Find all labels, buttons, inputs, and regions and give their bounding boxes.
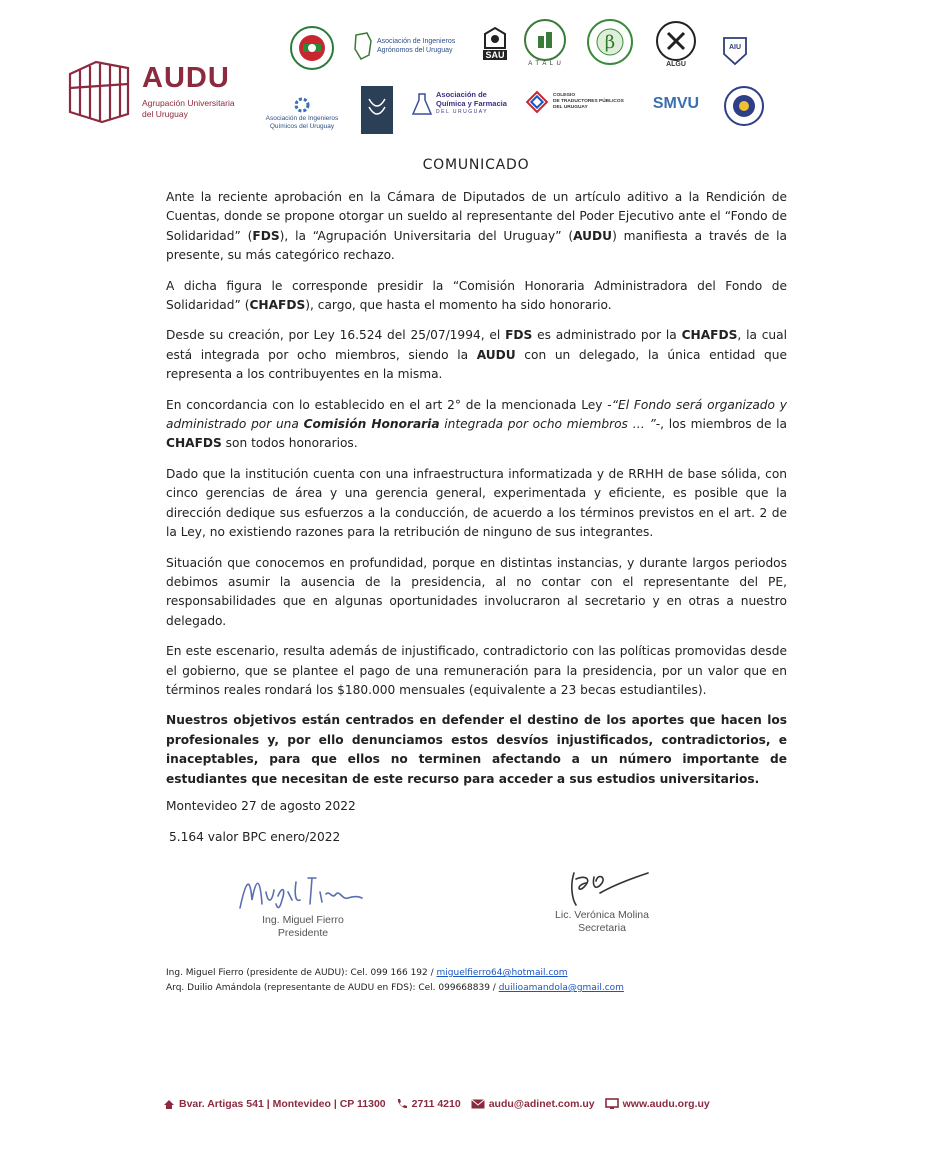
phone-icon	[396, 1098, 408, 1110]
logo-round-2	[724, 86, 764, 126]
logo-ing-quimicos: Asociación de Ingenieros Químicos del Uruguay	[254, 92, 350, 134]
uruguay-map-icon	[353, 31, 373, 61]
audu-name: AUDU	[142, 62, 230, 94]
emblem-icon	[731, 93, 757, 119]
email-link-1[interactable]: miguelfierro64@hotmail.com	[436, 968, 568, 978]
audu-subtitle: Agrupación Universitaria del Uruguay	[142, 98, 235, 119]
monitor-icon	[605, 1098, 619, 1110]
document-body	[166, 188, 787, 800]
emblem-icon	[367, 95, 387, 125]
footer-web: www.audu.org.uy	[622, 1098, 710, 1110]
audu-logo	[66, 58, 236, 126]
contact-line-1: Ing. Miguel Fierro (presidente de AUDU): Cel. 099 166 192 / miguelfierro64@hotmail.com	[166, 968, 568, 978]
contact-line-2: Arq. Duilio Amándola (representante de AUDU en FDS): Cel. 099668839 / duilioamandola@gmail.com	[166, 983, 624, 993]
diamond-icon	[525, 90, 549, 114]
gear-icon	[292, 95, 312, 115]
logo-beta	[587, 19, 633, 65]
logo-ing-agronomos: Asociación de Ingenieros Agrónomos del Uruguay	[353, 28, 463, 64]
paragraph-8: Nuestros objetivos están centrados en defender el destino de los aportes que hacen los profesionales y, por ello denunciamos estos desvíos injustificados, contradictorios, e inaceptables, para que ellos no terminen afectando a un número importante de estudiantes que necesitan de este recurso para acceder a sus estudios universitarios.	[166, 713, 787, 786]
paragraph-4: En concordancia con lo establecido en el art 2° de la mencionada Ley -“El Fondo será organizado y administrado por una Comisión Honoraria integrada por ocho miembros … ”-, los miembros de la CHAFDS son todos honorarios.	[166, 397, 788, 451]
logo-smu: SMVU	[652, 95, 700, 112]
logo-sau: SAU	[477, 16, 513, 70]
logo-quimica-farmacia: Asociación de Química y Farmacia DEL URUGUAY	[411, 88, 515, 120]
logo-dark-emblem	[361, 86, 393, 134]
handwritten-signature	[540, 865, 664, 909]
paragraph-5: Dado que la institución cuenta con una infraestructura informatizada y de RRHH de base sólida, con cinco gerencias de área y una gerencia general, experimentada y eficiente, es posible que la dirección dedique sus esfuerzos a la conducción, de acuerdo a los términos previstos en el art. 2 de la Ley, no existiendo razones para la retribución de ninguno de sus integrantes.	[166, 466, 787, 540]
signature-left-name: Ing. Miguel Fierro	[262, 914, 344, 926]
paragraph-3: Desde su creación, por Ley 16.524 del 25/07/1994, el FDS es administrado por la CHAFDS, la cual está integrada por ocho miembros, siendo la AUDU con un delegado, la única entidad que representa a los contribuyentes en la misma.	[166, 328, 788, 382]
signature-left	[232, 870, 374, 940]
algu-icon	[656, 21, 696, 61]
footer	[163, 1098, 710, 1110]
document-date: Montevideo 27 de agosto 2022	[166, 799, 356, 813]
envelope-icon	[471, 1099, 485, 1109]
logo-aiu: AIU	[716, 20, 754, 66]
paragraph-6: Situación que conocemos en profundidad, porque en distintas instancias, y durante largos periodos debimos asumir la ausencia de la presidencia, al no contar con el representante del PE, responsabilidades que en algunas oportunidades involucraron al secretario y en otras a nuestro delegado.	[166, 555, 787, 628]
footer-email: audu@adinet.com.uy	[488, 1098, 595, 1110]
beta-icon	[595, 27, 625, 57]
bpc-note: 5.164 valor BPC enero/2022	[169, 830, 341, 844]
flask-icon	[411, 92, 433, 116]
sau-crest-icon	[482, 26, 508, 50]
svg-text:β: β	[604, 32, 616, 53]
footer-address: Bvar. Artigas 541 | Montevideo | CP 11300	[179, 1098, 386, 1110]
paragraph-2: A dicha figura le corresponde presidir la “Comisión Honoraria Administradora del Fondo de Solidaridad” (CHAFDS), cargo, que hasta el momento ha sido honorario.	[166, 278, 787, 313]
logo-traductores: COLEGIO DE TRADUCTORES PÚBLICOS DEL URUGUAY	[525, 89, 635, 115]
home-icon	[163, 1099, 175, 1110]
paragraph-7: En este escenario, resulta además de injustificado, contradictorio con las políticas promovidas desde el gobierno, que se plantee el pago de una remuneración para la presidencia, por un valor que en términos reales rondará los $180.000 mensuales (equivalente a 23 becas estudiantiles).	[166, 644, 787, 697]
signature-right-role: Secretaria	[578, 922, 626, 934]
atalu-icon	[524, 19, 566, 61]
logo-algu: ALGU	[650, 18, 702, 70]
footer-phone: 2711 4210	[411, 1098, 461, 1110]
page-title: COMUNICADO	[422, 157, 530, 173]
contacts	[166, 966, 624, 996]
logo-atalu: A T A L U	[518, 16, 572, 70]
logo-round-1	[290, 26, 334, 70]
aiu-shield-icon	[722, 36, 748, 66]
email-link-2[interactable]: duilioamandola@gmail.com	[498, 983, 624, 993]
audu-mark-icon	[66, 58, 132, 124]
emblem-icon	[297, 33, 327, 63]
paragraph-1: Ante la reciente aprobación en la Cámara de Diputados de un artículo aditivo a la Rendición de Cuentas, donde se propone otorgar un sueldo al representante del Poder Ejecutivo ante el “Fondo de Solidaridad” (FDS), la “Agrupación Universitaria del Uruguay” (AUDU) manifiesta a través de la presente, su más categórico rechazo.	[166, 190, 787, 263]
handwritten-signature	[232, 870, 374, 914]
signature-right	[540, 865, 664, 935]
signature-left-role: Presidente	[277, 927, 329, 939]
signature-right-name: Lic. Verónica Molina	[555, 909, 649, 921]
